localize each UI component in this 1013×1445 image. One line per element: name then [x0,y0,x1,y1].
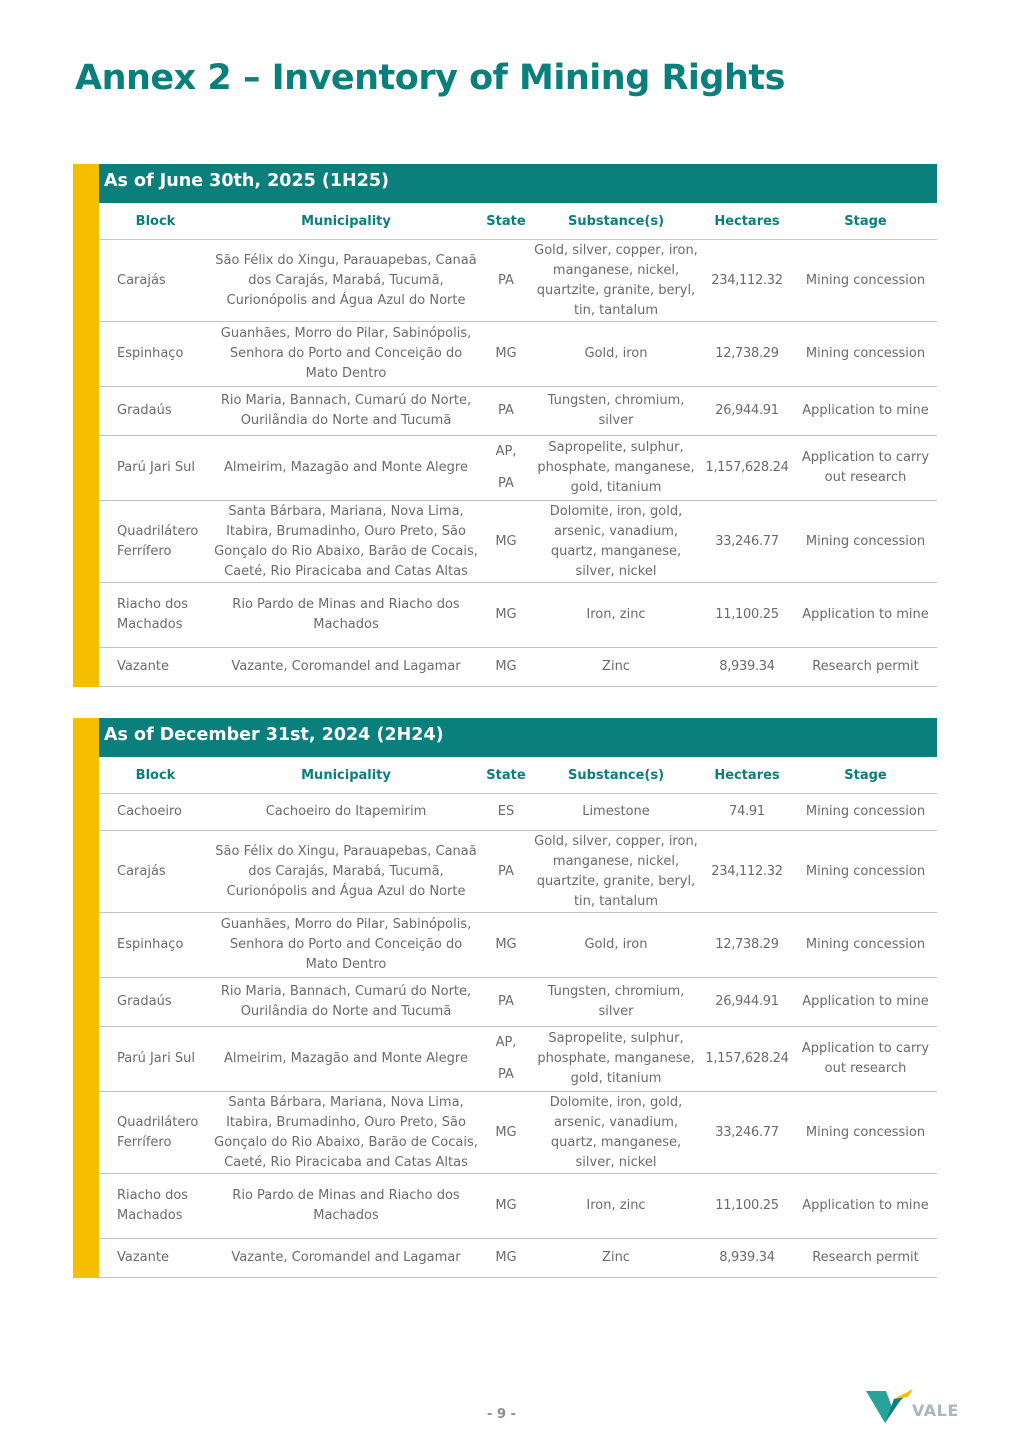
accent-bar [73,164,99,687]
cell-municipality: Rio Pardo de Minas and Riacho dos Machados [212,1174,480,1239]
state-code: AP, [495,1035,517,1050]
cell-hectares: 11,100.25 [700,1174,794,1239]
table-row [99,913,937,978]
cell-block: Vazante [99,1239,212,1278]
cell-municipality: Almeirim, Mazagão and Monte Alegre [212,436,480,501]
table-row [99,501,937,583]
cell-block: Carajás [99,240,212,322]
cell-municipality: Guanhães, Morro do Pilar, Sabinópolis, Senhora do Porto and Conceição do Mato Dentro [212,913,480,978]
table-row [99,1027,937,1092]
cell-stage: Research permit [794,648,937,687]
page-number: - 9 - [487,1407,516,1422]
cell-block: Espinhaço [99,913,212,978]
column-header-substances: Substance(s) [532,203,700,240]
cell-state [480,1174,532,1239]
cell-state [480,648,532,687]
cell-hectares: 8,939.34 [700,648,794,687]
cell-state [480,794,532,831]
cell-stage: Mining concession [794,913,937,978]
cell-stage: Application to mine [794,583,937,648]
cell-stage: Application to mine [794,1174,937,1239]
table-row [99,1092,937,1174]
column-header-hectares: Hectares [700,757,794,794]
state-code: MG [495,1124,517,1140]
table-row [99,978,937,1027]
cell-hectares: 12,738.29 [700,322,794,387]
mining-rights-table [99,203,937,687]
cell-block: Parú Jari Sul [99,1027,212,1092]
cell-state [480,436,532,501]
cell-hectares: 26,944.91 [700,387,794,436]
table-row [99,583,937,648]
section-header: As of December 31st, 2024 (2H24) [99,718,937,757]
section-1h25 [73,164,937,687]
state-code: PA [498,476,514,491]
header-row [99,203,937,240]
cell-substances: Gold, iron [532,322,700,387]
cell-substances: Gold, silver, copper, iron, manganese, nickel, quartzite, granite, beryl, tin, tantalum [532,831,700,913]
state-code: PA [498,994,514,1009]
table-row [99,794,937,831]
section-2h24 [73,718,937,1278]
state-code: MG [495,607,517,622]
cell-block: Gradaús [99,978,212,1027]
cell-hectares: 26,944.91 [700,978,794,1027]
cell-stage: Application to carry out research [794,436,937,501]
column-header-state: State [480,203,532,240]
cell-state [480,831,532,913]
cell-block: Carajás [99,831,212,913]
cell-substances: Tungsten, chromium, silver [532,978,700,1027]
state-code: MG [495,533,517,549]
cell-municipality: Rio Maria, Bannach, Cumarú do Norte, Ourilândia do Norte and Tucumã [212,978,480,1027]
cell-state [480,240,532,322]
cell-municipality: Vazante, Coromandel and Lagamar [212,648,480,687]
cell-hectares: 74.91 [700,794,794,831]
cell-block: Vazante [99,648,212,687]
table-row [99,831,937,913]
cell-municipality: São Félix do Xingu, Parauapebas, Canaã dos Carajás, Marabá, Tucumã, Curionópolis and Água Azul do Norte [212,831,480,913]
column-header-block: Block [99,203,212,240]
state-code: MG [495,346,517,361]
cell-substances: Dolomite, iron, gold, arsenic, vanadium, quartz, manganese, silver, nickel [532,1092,700,1174]
cell-municipality: Cachoeiro do Itapemirim [212,794,480,831]
table-row [99,1174,937,1239]
cell-municipality: Santa Bárbara, Mariana, Nova Lima, Itabira, Brumadinho, Ouro Preto, São Gonçalo do Rio Abaixo, Barão de Cocais, Caeté, Rio Piracicaba and Catas Altas [212,1092,480,1174]
cell-stage: Mining concession [794,501,937,583]
table-row [99,436,937,501]
state-code: PA [498,272,514,288]
cell-substances: Zinc [532,648,700,687]
cell-block: Riacho dos Machados [99,1174,212,1239]
column-header-block: Block [99,757,212,794]
state-code: MG [495,659,517,674]
vale-logo [866,1387,966,1427]
column-header-municipality: Municipality [212,203,480,240]
cell-state [480,501,532,583]
cell-hectares: 1,157,628.24 [700,1027,794,1092]
state-code: MG [495,937,517,952]
column-header-stage: Stage [794,203,937,240]
cell-substances: Gold, iron [532,913,700,978]
cell-substances: Tungsten, chromium, silver [532,387,700,436]
cell-block: Quadrilátero Ferrífero [99,1092,212,1174]
state-code: MG [495,1198,517,1213]
cell-state [480,387,532,436]
cell-state [480,583,532,648]
cell-substances: Zinc [532,1239,700,1278]
cell-substances: Sapropelite, sulphur, phosphate, manganese, gold, titanium [532,436,700,501]
cell-hectares: 8,939.34 [700,1239,794,1278]
table-row [99,240,937,322]
cell-state [480,1239,532,1278]
cell-municipality: Almeirim, Mazagão and Monte Alegre [212,1027,480,1092]
cell-hectares: 33,246.77 [700,1092,794,1174]
page-title: Annex 2 – Inventory of Mining Rights [75,58,785,98]
state-code: ES [497,804,515,819]
cell-stage: Application to carry out research [794,1027,937,1092]
column-header-substances: Substance(s) [532,757,700,794]
logo-wordmark: VALE [912,1401,959,1420]
table-row [99,387,937,436]
cell-block: Riacho dos Machados [99,583,212,648]
cell-substances: Gold, silver, copper, iron, manganese, nickel, quartzite, granite, beryl, tin, tantalum [532,240,700,322]
state-code: AP, [495,444,517,459]
table-row [99,1239,937,1278]
column-header-municipality: Municipality [212,757,480,794]
cell-municipality: São Félix do Xingu, Parauapebas, Canaã dos Carajás, Marabá, Tucumã, Curionópolis and Água Azul do Norte [212,240,480,322]
cell-block: Espinhaço [99,322,212,387]
header-row [99,757,937,794]
section-header: As of June 30th, 2025 (1H25) [99,164,937,203]
cell-stage: Application to mine [794,978,937,1027]
table-row [99,648,937,687]
column-header-stage: Stage [794,757,937,794]
cell-municipality: Rio Maria, Bannach, Cumarú do Norte, Ourilândia do Norte and Tucumã [212,387,480,436]
cell-state [480,913,532,978]
cell-substances: Limestone [532,794,700,831]
vale-logo-icon [866,1387,916,1427]
cell-block: Quadrilátero Ferrífero [99,501,212,583]
accent-bar [73,718,99,1278]
cell-state [480,1092,532,1174]
mining-rights-table [99,757,937,1278]
cell-hectares: 12,738.29 [700,913,794,978]
table-row [99,322,937,387]
cell-stage: Mining concession [794,831,937,913]
column-header-hectares: Hectares [700,203,794,240]
state-code: PA [498,863,514,879]
column-header-state: State [480,757,532,794]
cell-stage: Research permit [794,1239,937,1278]
cell-stage: Mining concession [794,240,937,322]
cell-stage: Mining concession [794,1092,937,1174]
cell-municipality: Guanhães, Morro do Pilar, Sabinópolis, Senhora do Porto and Conceição do Mato Dentro [212,322,480,387]
cell-substances: Sapropelite, sulphur, phosphate, manganese, gold, titanium [532,1027,700,1092]
cell-hectares: 1,157,628.24 [700,436,794,501]
cell-municipality: Rio Pardo de Minas and Riacho dos Machados [212,583,480,648]
cell-stage: Application to mine [794,387,937,436]
cell-block: Gradaús [99,387,212,436]
cell-state [480,978,532,1027]
cell-hectares: 33,246.77 [700,501,794,583]
cell-state [480,322,532,387]
cell-hectares: 234,112.32 [700,240,794,322]
cell-stage: Mining concession [794,794,937,831]
cell-municipality: Vazante, Coromandel and Lagamar [212,1239,480,1278]
cell-stage: Mining concession [794,322,937,387]
state-code: PA [498,403,514,418]
state-code: MG [495,1250,517,1265]
cell-block: Cachoeiro [99,794,212,831]
cell-municipality: Santa Bárbara, Mariana, Nova Lima, Itabira, Brumadinho, Ouro Preto, São Gonçalo do Rio Abaixo, Barão de Cocais, Caeté, Rio Piracicaba and Catas Altas [212,501,480,583]
cell-substances: Dolomite, iron, gold, arsenic, vanadium, quartz, manganese, silver, nickel [532,501,700,583]
cell-block: Parú Jari Sul [99,436,212,501]
cell-hectares: 234,112.32 [700,831,794,913]
cell-state [480,1027,532,1092]
cell-hectares: 11,100.25 [700,583,794,648]
state-code: PA [498,1067,514,1082]
cell-substances: Iron, zinc [532,583,700,648]
cell-substances: Iron, zinc [532,1174,700,1239]
